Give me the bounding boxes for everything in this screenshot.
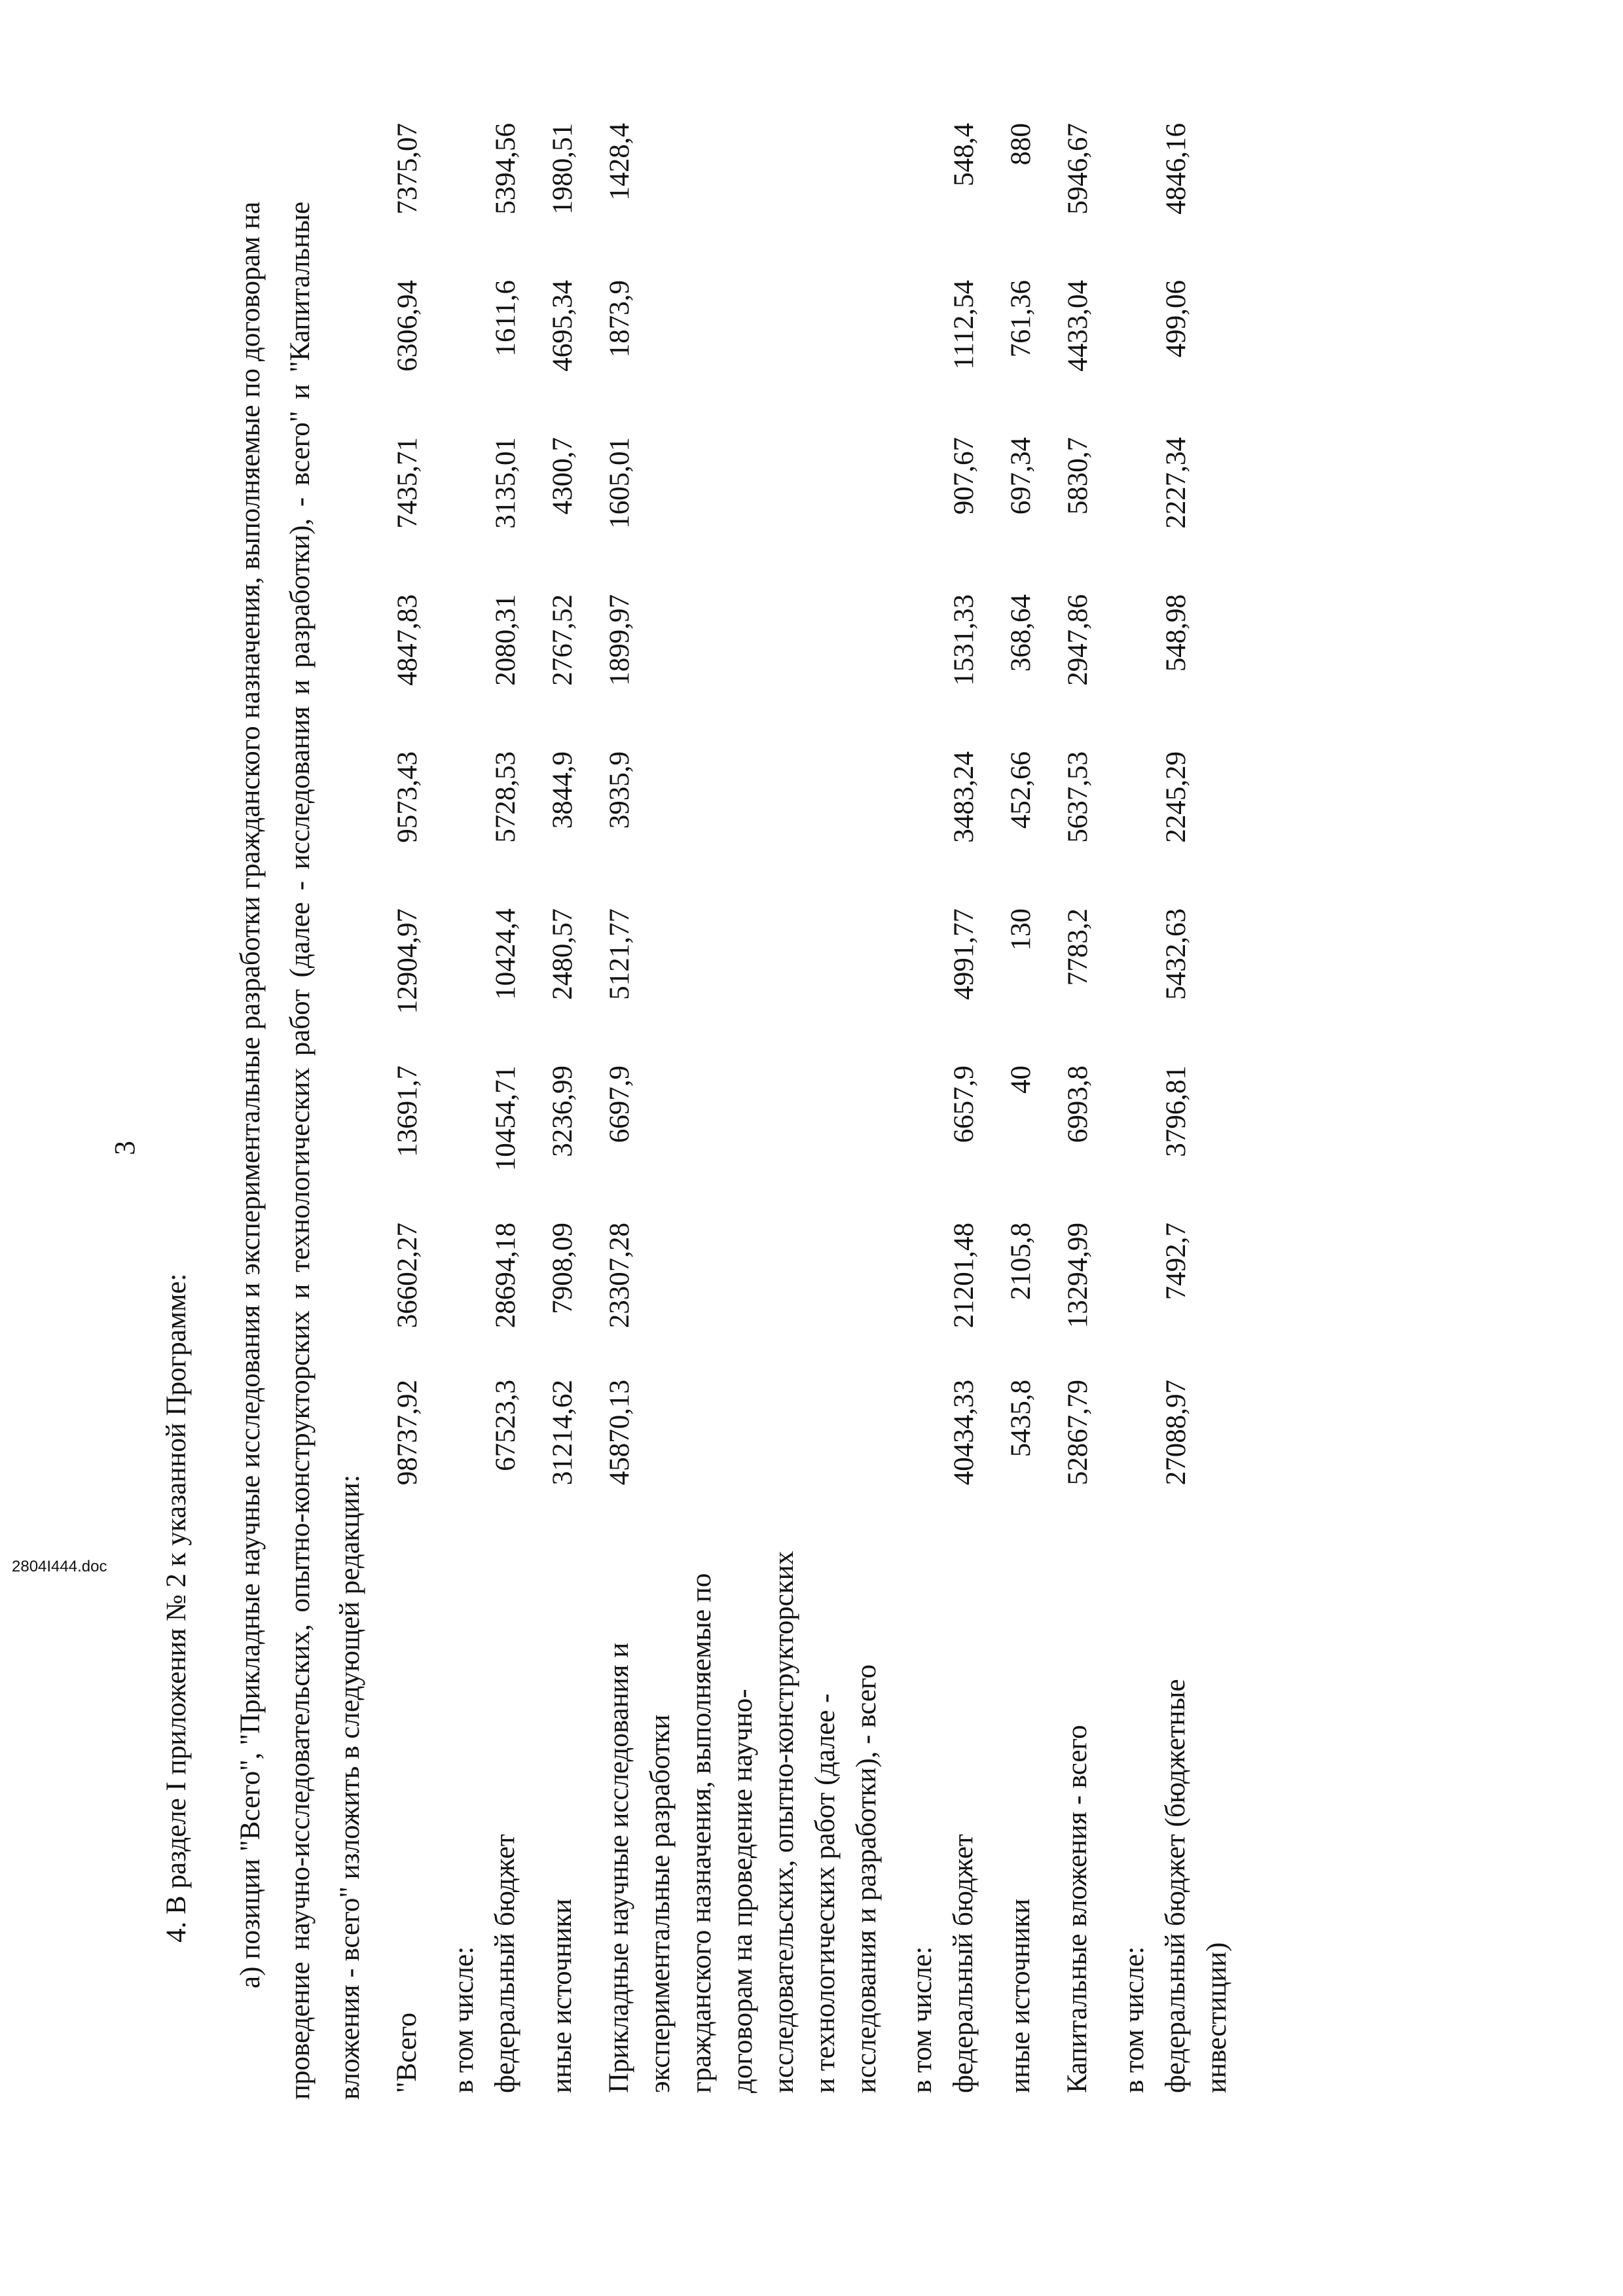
intro-paragraph: а) позиции "Всего", "Прикладные научные исследования и экспериментальные разработки гражданского назначения, выполняемые по договорам на проведение научно-исследовательских, опытно-конструкторских и технологических работ (далее - исследования и разработки), - всего" и "Капитальные вложения - всего" изложить в следующей редакции: <box>235 202 365 2100</box>
value-cell: 52867,79 <box>1063 1380 1093 1486</box>
value-cell: 6993,8 <box>1063 1066 1093 1143</box>
value-cell <box>1114 437 1155 594</box>
section-heading: 4. В разделе I приложения № 2 к указанной Программе: <box>161 1273 192 1943</box>
table-row <box>386 123 443 2093</box>
value-cell: 5432,63 <box>1161 908 1192 1000</box>
value-cell: 2105,8 <box>1006 1223 1036 1300</box>
value-cell <box>443 1223 484 1380</box>
value-cell: 1112,54 <box>949 280 979 370</box>
value-cell: 368,64 <box>1006 594 1036 672</box>
value-cell <box>443 751 484 908</box>
value-cell: 1873,9 <box>604 280 635 358</box>
table-row <box>1155 123 1252 2093</box>
value-cell: 7375,07 <box>392 123 423 215</box>
value-cell: 4300,7 <box>547 437 578 515</box>
value-cell <box>1114 1380 1155 1537</box>
value-cell <box>902 1066 943 1223</box>
row-label: в том числе: <box>448 1946 479 2093</box>
row-label: Капитальные вложения - всего <box>1062 1725 1093 2093</box>
value-cell: 3483,24 <box>949 751 979 843</box>
value-cell: 13691,7 <box>392 1066 423 1157</box>
funding-table <box>386 123 1252 2093</box>
table-row <box>1000 123 1057 2093</box>
value-cell: 5946,67 <box>1063 123 1093 215</box>
value-cell: 5830,7 <box>1063 437 1093 515</box>
value-cell: 10454,71 <box>490 1066 521 1172</box>
row-label: в том числе: <box>1119 1946 1150 2093</box>
value-cell: 907,67 <box>949 437 979 515</box>
value-cell <box>1114 280 1155 437</box>
table-row <box>541 123 598 2093</box>
row-label: федеральный бюджет (бюджетные инвестиции) <box>1160 1679 1232 2093</box>
row-label: "Всего <box>392 2013 422 2093</box>
value-cell: 6306,94 <box>392 280 423 372</box>
value-cell: 98737,92 <box>392 1380 423 1486</box>
value-cell: 1531,33 <box>949 594 979 686</box>
value-cell: 13294,99 <box>1063 1223 1093 1329</box>
row-label: федеральный бюджет <box>948 1834 979 2093</box>
value-cell: 2947,86 <box>1063 594 1093 686</box>
value-cell: 7908,09 <box>547 1223 578 1314</box>
value-cell: 7783,2 <box>1063 908 1093 986</box>
value-cell: 21201,48 <box>949 1223 979 1329</box>
value-cell <box>443 280 484 437</box>
value-cell: 7435,71 <box>392 437 423 529</box>
row-label: Прикладные научные исследования и экспериментальные разработки гражданского назначения, выполняемые по договорам на проведение научно-исследовательских, опытно-конструкторских и технологических работ (далее - исследования и разработки), - всего <box>604 1551 882 2093</box>
value-cell: 5728,53 <box>490 751 521 843</box>
value-cell <box>902 1223 943 1380</box>
value-cell: 4695,34 <box>547 280 578 372</box>
value-cell: 3135,01 <box>490 437 521 529</box>
value-cell: 2080,31 <box>490 594 521 686</box>
value-cell: 761,36 <box>1006 280 1036 358</box>
value-cell <box>1114 594 1155 751</box>
value-cell <box>1114 1223 1155 1380</box>
value-cell: 548,4 <box>949 123 979 187</box>
value-cell: 10424,4 <box>490 908 521 1000</box>
value-cell: 1980,51 <box>547 123 578 215</box>
value-cell: 1611,6 <box>490 280 521 357</box>
value-cell: 12904,97 <box>392 908 423 1014</box>
value-cell: 2480,57 <box>547 908 578 1000</box>
value-cell <box>1114 751 1155 908</box>
value-cell <box>1114 908 1155 1066</box>
value-cell: 697,34 <box>1006 437 1036 515</box>
value-cell: 27088,97 <box>1161 1380 1192 1486</box>
value-cell <box>902 280 943 437</box>
value-cell: 1899,97 <box>604 594 635 686</box>
value-cell <box>902 908 943 1066</box>
funding-table-body <box>386 123 1252 2093</box>
value-cell: 5637,53 <box>1063 751 1093 843</box>
value-cell: 4846,16 <box>1161 123 1192 215</box>
value-cell <box>443 123 484 280</box>
value-cell: 880 <box>1006 123 1036 166</box>
table-row <box>902 123 943 2093</box>
value-cell <box>443 908 484 1066</box>
value-cell <box>902 1380 943 1537</box>
value-cell: 5121,77 <box>604 908 635 1000</box>
table-row <box>1114 123 1155 2093</box>
value-cell: 6657,9 <box>949 1066 979 1143</box>
table-row <box>598 123 902 2093</box>
value-cell: 36602,27 <box>392 1223 423 1329</box>
table-row <box>943 123 1000 2093</box>
row-label: иные источники <box>1005 1898 1036 2093</box>
value-cell <box>902 437 943 594</box>
value-cell: 2227,34 <box>1161 437 1192 529</box>
value-cell: 6697,9 <box>604 1066 635 1143</box>
value-cell: 3236,99 <box>547 1066 578 1157</box>
value-cell <box>443 1066 484 1223</box>
document-file-code: 2804I444.doc <box>12 1558 107 1575</box>
value-cell: 499,06 <box>1161 280 1192 358</box>
value-cell <box>902 123 943 280</box>
page-number: 3 <box>109 1141 141 1155</box>
table-row <box>443 123 484 2093</box>
table-row <box>484 123 541 2093</box>
value-cell: 9573,43 <box>392 751 423 843</box>
value-cell: 1428,4 <box>604 123 635 201</box>
value-cell: 23307,28 <box>604 1223 635 1329</box>
value-cell: 7492,7 <box>1161 1223 1192 1300</box>
value-cell: 2245,29 <box>1161 751 1192 843</box>
value-cell: 67523,3 <box>490 1380 521 1471</box>
value-cell: 3844,9 <box>547 751 578 829</box>
row-label: федеральный бюджет <box>490 1834 520 2093</box>
value-cell: 3935,9 <box>604 751 635 829</box>
value-cell: 28694,18 <box>490 1223 521 1329</box>
value-cell <box>443 1380 484 1537</box>
value-cell: 2767,52 <box>547 594 578 686</box>
row-label: иные источники <box>547 1898 577 2093</box>
value-cell <box>443 594 484 751</box>
value-cell: 3796,81 <box>1161 1066 1192 1157</box>
value-cell: 4847,83 <box>392 594 423 686</box>
table-row <box>1057 123 1114 2093</box>
value-cell: 130 <box>1006 908 1036 951</box>
row-label: в том числе: <box>907 1946 938 2093</box>
value-cell: 452,66 <box>1006 751 1036 829</box>
value-cell: 1605,01 <box>604 437 635 529</box>
value-cell: 5435,8 <box>1006 1380 1036 1458</box>
value-cell: 4433,04 <box>1063 280 1093 372</box>
value-cell <box>1114 1066 1155 1223</box>
value-cell: 31214,62 <box>547 1380 578 1486</box>
value-cell: 40434,33 <box>949 1380 979 1486</box>
value-cell <box>902 594 943 751</box>
value-cell <box>443 437 484 594</box>
value-cell: 548,98 <box>1161 594 1192 672</box>
value-cell: 45870,13 <box>604 1380 635 1486</box>
value-cell <box>902 751 943 908</box>
value-cell <box>1114 123 1155 280</box>
value-cell: 5394,56 <box>490 123 521 215</box>
value-cell: 40 <box>1006 1066 1036 1094</box>
value-cell: 4991,77 <box>949 908 979 1000</box>
